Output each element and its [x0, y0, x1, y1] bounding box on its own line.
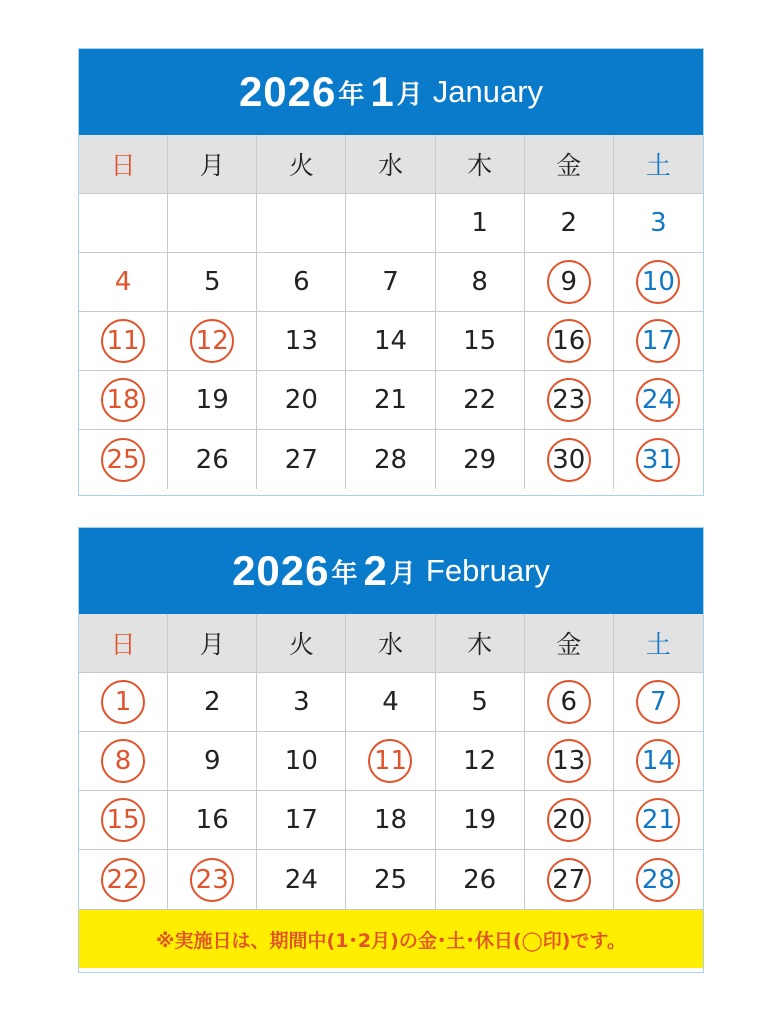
day-number: 18 — [373, 805, 408, 835]
day-number: 28 — [641, 864, 675, 895]
day-number: 23 — [195, 864, 229, 895]
day-cell — [436, 850, 525, 909]
day-number: 13 — [552, 746, 586, 776]
holiday-circle-mark — [368, 739, 412, 783]
day-cell — [257, 312, 346, 371]
day-cell — [79, 312, 168, 371]
calendar-header — [79, 49, 703, 135]
holiday-circle-mark — [190, 319, 234, 363]
day-cell — [257, 430, 346, 489]
day-cell — [168, 430, 257, 489]
day-number: 10 — [284, 746, 318, 776]
day-number: 2 — [560, 208, 578, 238]
day-number: 19 — [463, 805, 497, 835]
day-cell — [346, 253, 435, 312]
day-number: 12 — [195, 326, 229, 356]
day-number: 22 — [106, 864, 140, 895]
holiday-circle-mark — [547, 858, 591, 902]
header-year-kanji: 年 — [338, 78, 365, 109]
weekday-header: 金 — [525, 135, 614, 194]
weekday-header: 日 — [79, 614, 168, 673]
day-cell — [346, 194, 435, 253]
day-number: 3 — [650, 208, 667, 238]
day-cell — [346, 430, 435, 489]
day-number: 26 — [463, 864, 497, 895]
day-cell — [525, 312, 614, 371]
day-cell — [168, 253, 257, 312]
day-cell — [436, 430, 525, 489]
day-number: 22 — [463, 385, 497, 415]
calendar-header — [79, 528, 703, 614]
weekday-header: 火 — [257, 135, 346, 194]
holiday-circle-mark — [636, 680, 680, 724]
day-number: 27 — [552, 864, 586, 895]
header-month: 2 — [363, 547, 388, 594]
day-number: 8 — [114, 746, 132, 776]
holiday-circle-mark — [101, 319, 145, 363]
day-cell — [168, 850, 257, 909]
holiday-circle-mark — [547, 260, 591, 304]
day-cell — [79, 371, 168, 430]
day-number: 20 — [552, 805, 586, 835]
day-number: 17 — [641, 326, 675, 356]
day-number: 21 — [641, 805, 675, 835]
day-cell — [525, 850, 614, 909]
weekday-header: 木 — [436, 135, 525, 194]
holiday-circle-mark — [636, 739, 680, 783]
header-month: 1 — [370, 68, 395, 115]
day-cell — [168, 673, 257, 732]
day-cell — [346, 312, 435, 371]
day-number: 18 — [106, 385, 140, 415]
weekday-header: 水 — [346, 135, 435, 194]
day-number: 24 — [641, 385, 675, 415]
day-number: 15 — [106, 805, 140, 835]
weekday-header: 土 — [614, 614, 703, 673]
day-cell — [525, 371, 614, 430]
holiday-circle-mark — [636, 858, 680, 902]
schedule-note: ※実施日は、期間中(1･2月)の金･土･休日(◯印)です。 — [79, 909, 703, 968]
day-number: 21 — [373, 385, 408, 415]
day-number: 14 — [641, 746, 675, 776]
day-cell — [79, 673, 168, 732]
day-cell — [79, 194, 168, 253]
weekday-header: 木 — [436, 614, 525, 673]
holiday-circle-mark — [101, 680, 145, 724]
day-cell — [257, 253, 346, 312]
day-cell — [257, 850, 346, 909]
day-cell — [436, 791, 525, 850]
day-number: 16 — [195, 805, 229, 835]
day-cell — [614, 673, 703, 732]
day-cell — [614, 312, 703, 371]
calendar-january — [78, 48, 704, 496]
day-cell — [257, 194, 346, 253]
day-cell — [525, 430, 614, 489]
day-cell — [79, 732, 168, 791]
day-number: 17 — [284, 805, 318, 835]
holiday-circle-mark — [101, 798, 145, 842]
day-cell — [436, 312, 525, 371]
header-month-kanji: 月 — [396, 78, 423, 109]
day-cell — [168, 791, 257, 850]
day-cell — [168, 732, 257, 791]
day-cell — [614, 791, 703, 850]
day-cell — [525, 253, 614, 312]
day-number: 9 — [203, 746, 221, 776]
day-number: 3 — [293, 687, 310, 717]
holiday-circle-mark — [101, 739, 145, 783]
day-cell — [436, 371, 525, 430]
day-number: 10 — [641, 267, 675, 297]
day-number: 25 — [373, 864, 408, 895]
day-number: 19 — [195, 385, 229, 415]
day-number: 12 — [463, 746, 497, 776]
holiday-circle-mark — [101, 438, 145, 482]
day-number: 29 — [463, 444, 497, 475]
day-cell — [168, 312, 257, 371]
holiday-circle-mark — [547, 438, 591, 482]
day-cell — [525, 732, 614, 791]
day-cell — [614, 850, 703, 909]
header-year-kanji: 年 — [331, 557, 358, 588]
day-cell — [525, 673, 614, 732]
holiday-circle-mark — [547, 798, 591, 842]
weekday-header: 日 — [79, 135, 168, 194]
day-cell — [614, 732, 703, 791]
day-number: 30 — [552, 444, 586, 475]
holiday-circle-mark — [636, 319, 680, 363]
day-cell — [614, 194, 703, 253]
calendar-grid — [79, 614, 703, 909]
holiday-circle-mark — [101, 858, 145, 902]
day-cell — [346, 732, 435, 791]
day-number: 7 — [382, 267, 399, 297]
holiday-circle-mark — [636, 798, 680, 842]
day-number: 1 — [471, 208, 488, 238]
day-number: 4 — [114, 267, 132, 297]
day-number: 4 — [382, 687, 399, 717]
day-number: 2 — [203, 687, 221, 717]
day-cell — [79, 791, 168, 850]
holiday-circle-mark — [101, 378, 145, 422]
weekday-header: 水 — [346, 614, 435, 673]
day-number: 27 — [284, 444, 318, 475]
day-cell — [257, 791, 346, 850]
day-number: 16 — [552, 326, 586, 356]
day-number: 5 — [203, 267, 221, 297]
day-cell — [79, 253, 168, 312]
weekday-header: 火 — [257, 614, 346, 673]
weekday-header: 月 — [168, 614, 257, 673]
header-year: 2026 — [232, 547, 330, 594]
day-number: 5 — [471, 687, 488, 717]
day-cell — [525, 194, 614, 253]
header-month-kanji: 月 — [389, 557, 416, 588]
calendar-february — [78, 527, 704, 973]
day-number: 7 — [650, 687, 667, 717]
weekday-header: 金 — [525, 614, 614, 673]
day-cell — [614, 253, 703, 312]
day-number: 20 — [284, 385, 318, 415]
day-cell — [257, 371, 346, 430]
day-cell — [79, 850, 168, 909]
day-number: 11 — [106, 326, 140, 356]
header-month-english: February — [425, 553, 550, 588]
day-number: 26 — [195, 444, 229, 475]
header-year: 2026 — [238, 68, 337, 115]
day-cell — [346, 673, 435, 732]
day-cell — [436, 194, 525, 253]
day-cell — [436, 732, 525, 791]
day-number: 8 — [471, 267, 488, 297]
day-cell — [346, 371, 435, 430]
weekday-header: 土 — [614, 135, 703, 194]
weekday-header: 月 — [168, 135, 257, 194]
day-cell — [525, 791, 614, 850]
holiday-circle-mark — [547, 739, 591, 783]
day-number: 25 — [106, 444, 140, 475]
day-number: 24 — [284, 864, 318, 895]
day-number: 1 — [114, 687, 132, 717]
day-number: 15 — [463, 326, 497, 356]
day-cell — [257, 673, 346, 732]
day-number: 13 — [284, 326, 318, 356]
day-cell — [346, 850, 435, 909]
day-cell — [346, 791, 435, 850]
day-cell — [79, 430, 168, 489]
holiday-circle-mark — [547, 378, 591, 422]
day-cell — [436, 253, 525, 312]
header-month-english: January — [432, 74, 544, 109]
calendar-grid — [79, 135, 703, 489]
day-cell — [436, 673, 525, 732]
holiday-circle-mark — [636, 260, 680, 304]
day-number: 6 — [560, 687, 578, 717]
holiday-circle-mark — [636, 438, 680, 482]
holiday-circle-mark — [547, 680, 591, 724]
day-cell — [168, 371, 257, 430]
holiday-circle-mark — [547, 319, 591, 363]
day-number: 11 — [373, 746, 408, 776]
holiday-circle-mark — [636, 378, 680, 422]
day-cell — [614, 371, 703, 430]
day-number: 14 — [373, 326, 408, 356]
day-cell — [614, 430, 703, 489]
holiday-circle-mark — [190, 858, 234, 902]
day-number: 28 — [373, 444, 408, 475]
day-number: 31 — [641, 444, 675, 475]
day-number: 23 — [552, 385, 586, 415]
day-cell — [257, 732, 346, 791]
day-number: 9 — [560, 267, 578, 297]
day-number: 6 — [293, 267, 310, 297]
day-cell — [168, 194, 257, 253]
